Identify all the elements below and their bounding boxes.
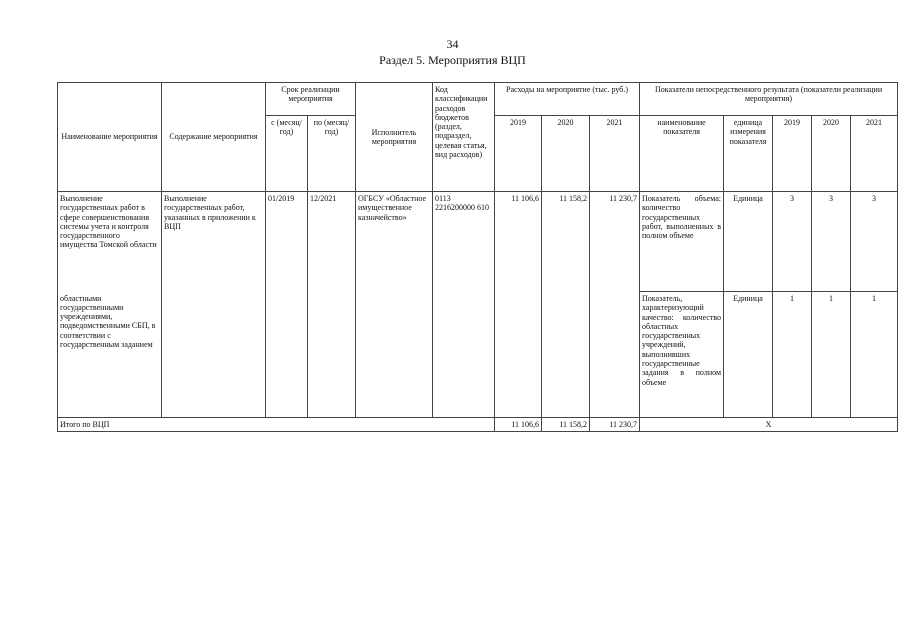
header-year-2021: 2021 bbox=[590, 116, 640, 192]
row-expense-2019: 11 106,6 bbox=[495, 192, 542, 418]
header-year-2020: 2020 bbox=[542, 116, 590, 192]
indicator-2-name: Показатель, характеризующий качество: количество областных государственных учреждений, выполнивших государственные задания в полном объеме bbox=[640, 292, 724, 418]
table-header-row bbox=[58, 83, 898, 116]
row-term-from: 01/2019 bbox=[266, 192, 308, 418]
total-expense-2021: 11 230,7 bbox=[590, 418, 640, 432]
header-event-name: Наименование мероприятия bbox=[58, 83, 162, 192]
row-executor: ОГБСУ «Областное имущественное казначейство» bbox=[356, 192, 433, 418]
table-row bbox=[58, 192, 898, 292]
indicator-1-name: Показатель объема: количество государственных работ, выполненных в полном объеме bbox=[640, 192, 724, 292]
indicator-1-unit: Единица bbox=[724, 192, 773, 292]
indicator-1-2021: 3 bbox=[851, 192, 898, 292]
indicator-1-2019: 3 bbox=[773, 192, 812, 292]
header-event-content: Содержание мероприятия bbox=[162, 83, 266, 192]
total-row bbox=[58, 418, 898, 432]
total-label: Итого по ВЦП bbox=[58, 418, 495, 432]
row-event-content: Выполнение государственных работ, указанных в приложении к ВЦП bbox=[162, 192, 266, 418]
row-expense-2021: 11 230,7 bbox=[590, 192, 640, 418]
indicator-2-2021: 1 bbox=[851, 292, 898, 418]
header-ind-year-2019: 2019 bbox=[773, 116, 812, 192]
header-term: Срок реализации мероприятия bbox=[266, 83, 356, 116]
row-event-name: Выполнение государственных работ в сфере совершенствования системы учета и контроля государственного имущества Томской области bbox=[58, 192, 162, 292]
row-event-name-cont: областными государственными учреждениями, подведомственными СБП, в соответствии с государственным заданием bbox=[58, 292, 162, 418]
indicator-2-2020: 1 bbox=[812, 292, 851, 418]
header-budget-code: Код классификации расходов бюджетов (раздел, подраздел, целевая статья, вид расходов) bbox=[433, 83, 495, 192]
header-ind-year-2020: 2020 bbox=[812, 116, 851, 192]
indicator-2-2019: 1 bbox=[773, 292, 812, 418]
page-number: 34 bbox=[446, 37, 459, 51]
header-unit: единица измерения показателя bbox=[724, 116, 773, 192]
row-budget-code: 0113 2216200000 610 bbox=[433, 192, 495, 418]
header-ind-year-2021: 2021 bbox=[851, 116, 898, 192]
row-term-to: 12/2021 bbox=[308, 192, 356, 418]
header-term-to: по (месяц/ год) bbox=[308, 116, 356, 192]
total-mark: Х bbox=[640, 418, 898, 432]
header-indicator-name: наименование показателя bbox=[640, 116, 724, 192]
row-expense-2020: 11 158,2 bbox=[542, 192, 590, 418]
header-term-from: с (месяц/ год) bbox=[266, 116, 308, 192]
total-expense-2019: 11 106,6 bbox=[495, 418, 542, 432]
indicator-2-unit: Единица bbox=[724, 292, 773, 418]
total-expense-2020: 11 158,2 bbox=[542, 418, 590, 432]
header-indicators: Показатели непосредственного результата (показатели реализации мероприятия) bbox=[640, 83, 898, 116]
header-year-2019: 2019 bbox=[495, 116, 542, 192]
header-executor: Исполнитель мероприятия bbox=[356, 83, 433, 192]
indicator-1-2020: 3 bbox=[812, 192, 851, 292]
section-title: Раздел 5. Мероприятия ВЦП bbox=[379, 53, 526, 67]
header-expenses: Расходы на мероприятие (тыс. руб.) bbox=[495, 83, 640, 116]
events-table bbox=[57, 82, 898, 432]
